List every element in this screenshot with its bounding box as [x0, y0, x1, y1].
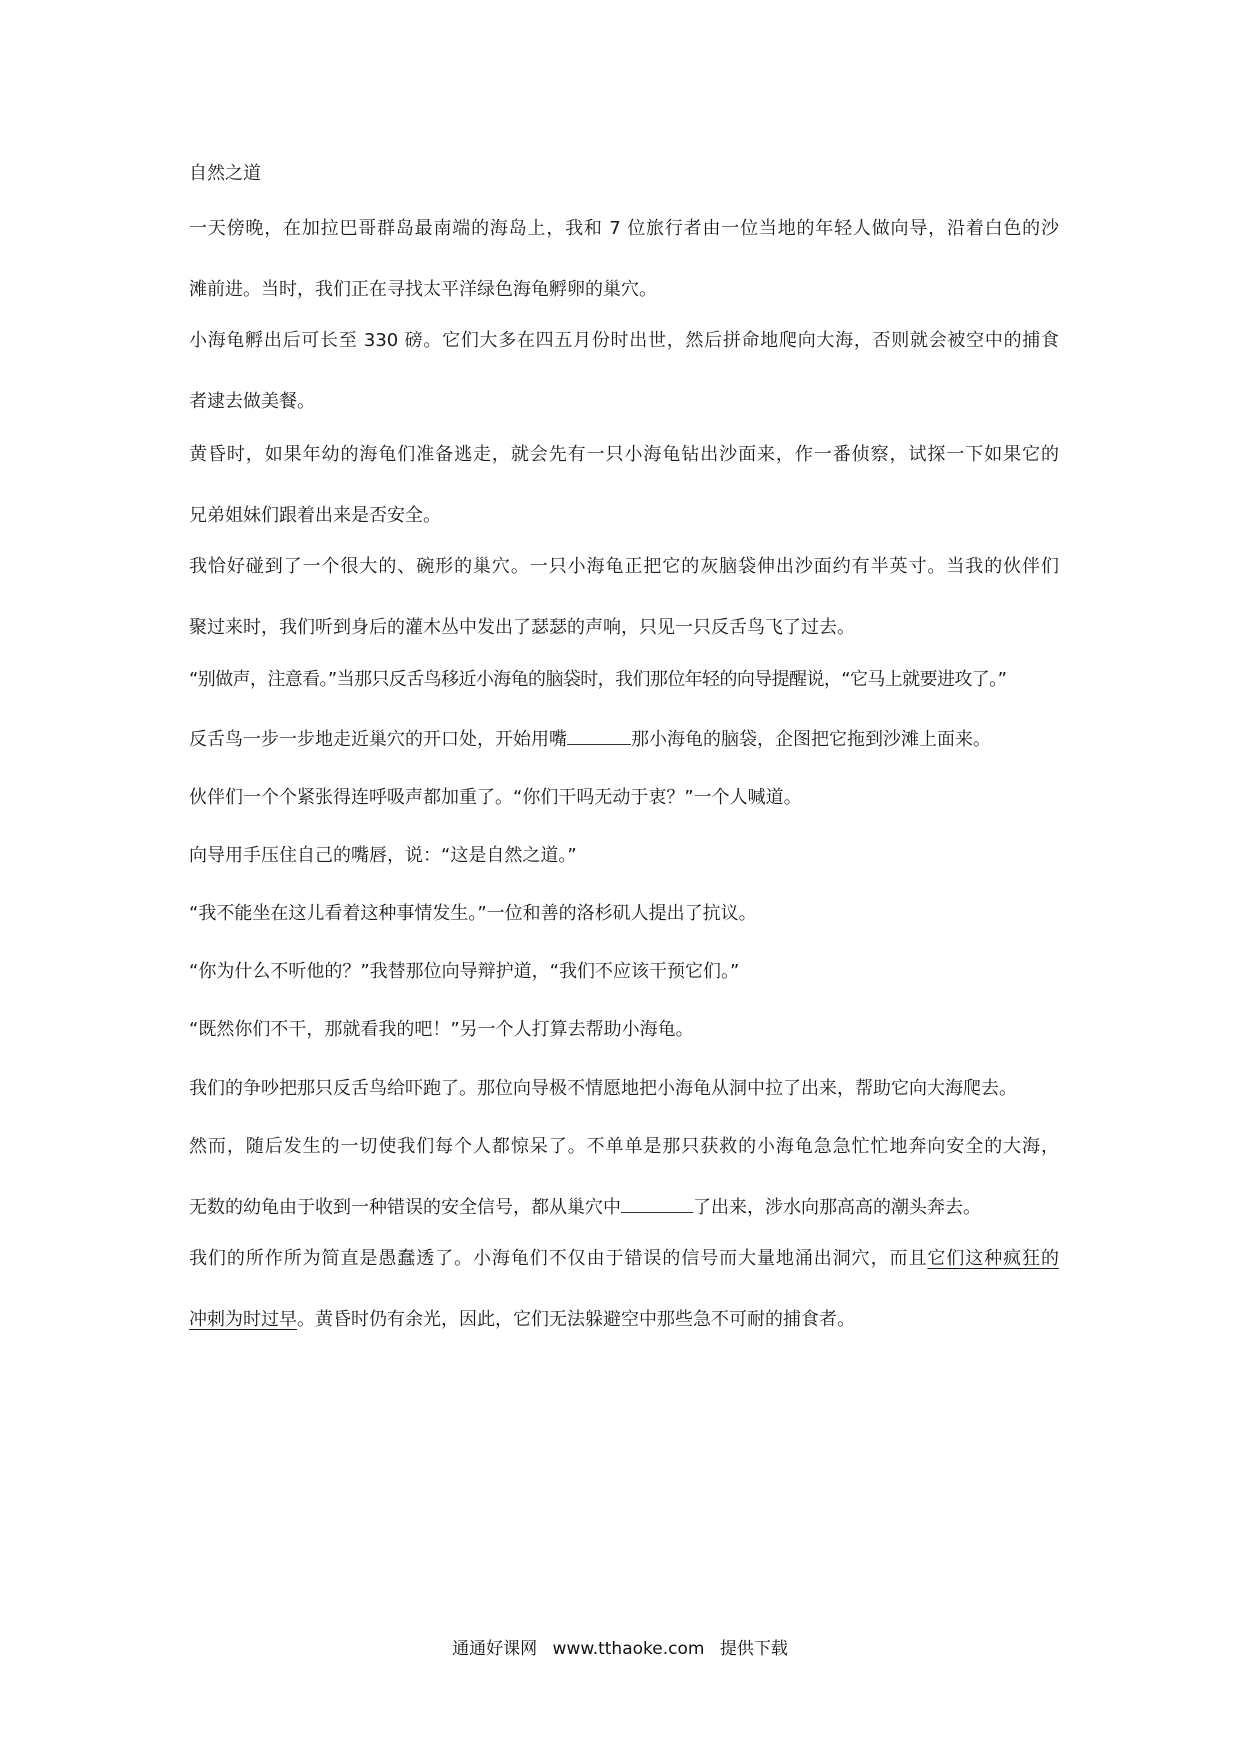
- paragraph-line: 聚过来时，我们听到身后的灌木丛中发出了瑟瑟的声响，只见一只反舌鸟飞了过去。: [189, 617, 855, 638]
- paragraph-line: 向导用手压住自己的嘴唇，说：“这是自然之道。”: [189, 845, 577, 866]
- article-title: 自然之道: [189, 163, 261, 184]
- paragraph-4: [189, 553, 1059, 675]
- paragraph-5: [189, 666, 1059, 727]
- text-before-blank: 无数的幼龟由于收到一种错误的安全信号，都从巢穴中: [189, 1197, 621, 1218]
- paragraph-line: “既然你们不干，那就看我的吧！”另一个人打算去帮助小海龟。: [189, 1019, 694, 1040]
- paragraph-line: 我们的争吵把那只反舌鸟给吓跑了。那位向导极不情愿地把小海龟从洞中拉了出来，帮助它向大海爬去。: [189, 1078, 1017, 1099]
- paragraph-line: [189, 1306, 1059, 1367]
- paragraph-line: “我不能坐在这儿看着这种事情发生。”一位和善的洛杉矶人提出了抗议。: [189, 903, 757, 924]
- paragraph-9: [189, 900, 1059, 961]
- paragraph-11: [189, 1016, 1059, 1077]
- plain-text: 。黄昏时仍有余光，因此，它们无法躲避空中那些急不可耐的捕食者。: [297, 1309, 855, 1330]
- footer-site-name: 通通好课网: [452, 1639, 538, 1659]
- underlined-text: 冲刺为时过早: [189, 1309, 297, 1330]
- text-after-blank: 那小海龟的脑袋，企图把它拖到沙滩上面来。: [631, 729, 991, 750]
- paragraph-10: [189, 958, 1059, 1019]
- paragraph-line: 黄昏时，如果年幼的海龟们准备逃走，就会先有一只小海龟钻出沙面来，作一番侦察，试探一下如果它的: [189, 444, 1059, 465]
- paragraph-6: [189, 726, 1059, 787]
- paragraph-line: 然而，随后发生的一切使我们每个人都惊呆了。不单单是那只获救的小海龟急急忙忙地奔向安全的大海，: [189, 1136, 1059, 1157]
- fill-in-blank: [621, 1194, 693, 1213]
- paragraph-7: [189, 784, 1059, 845]
- paragraph-line: “你为什么不听他的？”我替那位向导辩护道，“我们不应该干预它们。”: [189, 961, 740, 982]
- paragraph-3: [189, 441, 1059, 563]
- underlined-text: 它们这种疯狂的: [927, 1248, 1060, 1269]
- text-before-blank: 反舌鸟一步一步地走近巢穴的开口处，开始用嘴: [189, 729, 567, 750]
- paragraph-line: 者逮去做美餐。: [189, 391, 315, 412]
- paragraph-line: 兄弟姐妹们跟着出来是否安全。: [189, 505, 441, 526]
- text-after-blank: 了出来，涉水向那高高的潮头奔去。: [693, 1197, 981, 1218]
- paragraph-13: [189, 1133, 1059, 1255]
- paragraph-line: 我恰好碰到了一个很大的、碗形的巢穴。一只小海龟正把它的灰脑袋伸出沙面约有半英寸。当我的伙伴们: [189, 556, 1059, 577]
- page-footer: [0, 1635, 1240, 1663]
- paragraph-8: [189, 842, 1059, 903]
- paragraph-1: [189, 215, 1059, 337]
- paragraph-14: [189, 1245, 1059, 1367]
- paragraph-line: 小海龟孵出后可长至 330 磅。它们大多在四五月份时出世，然后拼命地爬向大海，否则就会被空中的捕食: [189, 330, 1059, 351]
- paragraph-line: [189, 1245, 1059, 1306]
- paragraph-12: [189, 1075, 1059, 1136]
- paragraph-line: 滩前进。当时，我们正在寻找太平洋绿色海龟孵卵的巢穴。: [189, 279, 657, 300]
- paragraph-line: 伙伴们一个个紧张得连呼吸声都加重了。“你们干吗无动于衷？”一个人喊道。: [189, 787, 802, 808]
- footer-note: 提供下载: [719, 1639, 788, 1659]
- paragraph-line: “别做声，注意看。”当那只反舌鸟移近小海龟的脑袋时，我们那位年轻的向导提醒说，“它马上就要进攻了。”: [189, 669, 1007, 690]
- footer-url: www.tthaoke.com: [552, 1639, 705, 1659]
- paragraph-line: [189, 726, 1059, 787]
- paragraph-line: 一天傍晚，在加拉巴哥群岛最南端的海岛上，我和 7 位旅行者由一位当地的年轻人做向导，沿着白色的沙: [189, 218, 1059, 239]
- plain-text: 我们的所作所为简直是愚蠢透了。小海龟们不仅由于错误的信号而大量地涌出洞穴，而且: [189, 1248, 928, 1269]
- fill-in-blank: [567, 726, 631, 745]
- paragraph-2: [189, 327, 1059, 449]
